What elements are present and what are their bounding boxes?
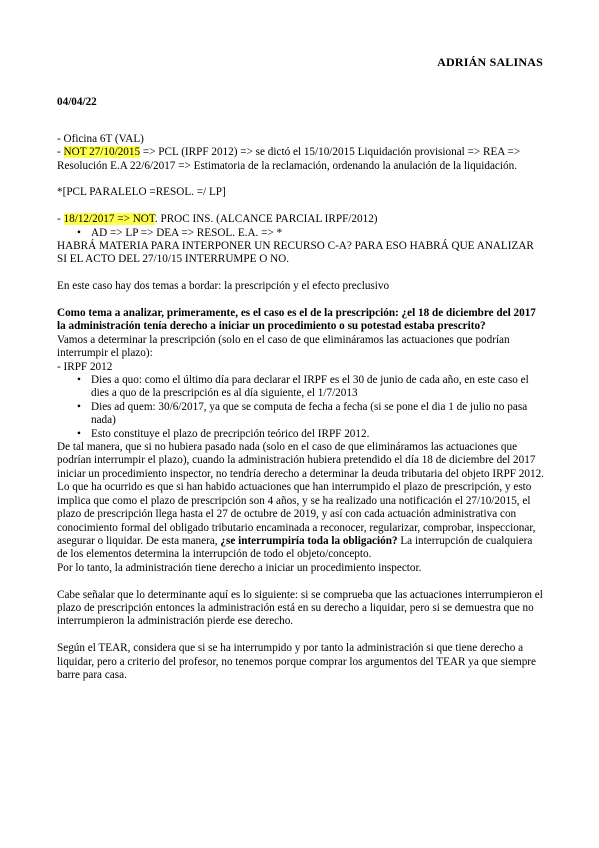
spacer [57, 109, 545, 122]
paragraph-tear: Según el TEAR, considera que si se ha interrumpido y por tanto la administración si que tiene derecho a liquidar, pero a criterio del profesor, no tenemos porque comprar los argumentos del TEAR ya que siempre barre para casa. [57, 642, 536, 681]
procedure-list [57, 227, 545, 240]
document-date: 04/04/22 [57, 96, 97, 108]
spacer [57, 173, 545, 186]
highlighted-inspection-date: 18/12/2017 => NOT [63, 213, 155, 226]
paragraph-text: Lo que ha ocurrido es que si han habido actuaciones que han interrumpido el plazo de prescripción, y esto implica que como el plazo de prescripción son 4 años, y se ha realizado una notificación el 27/10/2015, el plazo de prescripción llega hasta el 27 de octubre de 2019, y así con cada actuación administrativa con conocimiento formal del obligado tributario encaminada a reconocer, regularizar, comprobar, inspeccionar, asegurar o liquidar. De esta manera, [57, 481, 536, 547]
spacer [57, 294, 545, 307]
notification-detail: => PCL (IRPF 2012) => se dictó el 15/10/2015 Liquidación provisional => REA => Resolución E.A 22/6/2017 => Estimatoria de la reclamación, ordenando la anulación de la liquidación. [57, 146, 521, 172]
list-item: • Esto constituye el plazo de precripción teórico del IRPF 2012. [91, 428, 545, 441]
prescription-question: Como tema a analizar, primeramente, es el caso es el de la prescripción: ¿el 18 de diciembre del 2017 la administración tenía derecho a iniciar un procedimiento o su potestad estaba prescrito? [57, 307, 536, 333]
bold-question: ¿se interrumpiría toda la obligación? [220, 534, 398, 547]
paragraph-tal-manera: De tal manera, que si no hubiera pasado nada (solo en el caso de que elimináramos las actuaciones que podrían interrumpir el plazo), cuando la administración hubiera pretendido el día 18 de diciembre del 2017 iniciar un procedimiento inspector, no tendría derecho a determinar la deuda tributaria del objeto IRPF 2012. [57, 441, 544, 480]
highlighted-notification-date: NOT 27/10/2015 [63, 146, 141, 159]
notification-line-1 [57, 146, 545, 173]
paragraph-ocurrido [57, 481, 545, 561]
appeal-question: HABRÁ MATERIA PARA INTERPONER UN RECURSO C-A? PARA ESO HABRÁ QUE ANALIZAR SI EL ACTO DEL 27/10/15 INTERRUMPE O NO. [57, 240, 534, 266]
pcl-parallel-note: *[PCL PARALELO =RESOL. =/ LP] [57, 186, 226, 199]
spacer [57, 267, 545, 280]
paragraph-conclusion: Por lo tanto, la administración tiene derecho a iniciar un procedimiento inspector. [57, 561, 422, 574]
spacer [57, 123, 545, 133]
irpf-bullet-list [57, 374, 545, 441]
office-line: - Oficina 6T (VAL) [57, 132, 144, 145]
paragraph-text: La interrupción de cualquiera de los elementos determina la interrupción de todo el objeto/concepto. [57, 534, 533, 561]
notification-line-2 [57, 213, 545, 226]
prescription-intro: Vamos a determinar la prescripción (solo en el caso de que elimináramos las actuaciones que podrían interrumpir el plazo): [57, 333, 510, 360]
spacer [57, 629, 545, 642]
document-body [57, 96, 545, 682]
topics-intro: En este caso hay dos temas a bordar: la prescripción y el efecto preclusivo [57, 280, 390, 293]
list-item: • Dies a quo: como el último día para declarar el IRPF es el 30 de junio de cada año, en este caso el dies a quo de la prescripción es al día siguiente, el 1/7/2013 [91, 374, 545, 401]
inspection-detail: . PROC INS. (ALCANCE PARCIAL IRPF/2012) [154, 213, 378, 226]
notification-prefix: - [57, 213, 64, 226]
spacer [57, 575, 545, 588]
notification-prefix: - [57, 146, 64, 159]
author-name: ADRIÁN SALINAS [437, 55, 543, 69]
list-item: • AD => LP => DEA => RESOL. E.A. => * [91, 227, 545, 240]
irpf-heading: - IRPF 2012 [57, 360, 113, 373]
list-item: • Dies ad quem: 30/6/2017, ya que se computa de fecha a fecha (si se pone el dia 1 de julio no pasa nada) [91, 401, 545, 428]
paragraph-cabe: Cabe señalar que lo determinante aquí es lo siguiente: si se comprueba que las actuaciones interrumpieron el plazo de prescripción entonces la administración está en su derecho a liquidar, pero si se demuestra que no interrumpieron la administración pierde ese derecho. [57, 588, 543, 628]
spacer [57, 200, 545, 213]
